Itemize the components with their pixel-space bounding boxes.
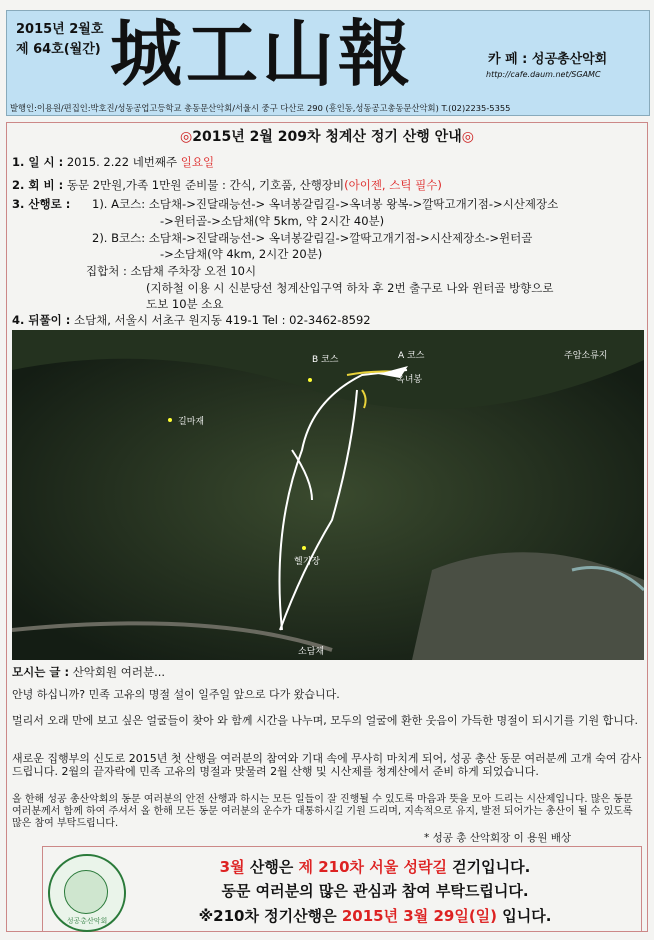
spot-label-3: 주암소류지 (564, 351, 608, 361)
fee-value: 동문 2만원,가족 1만원 준비물 : 간식, 기호품, 산행장비 (66, 178, 345, 192)
meeting-value: 소담채 주차장 오전 10시 (130, 264, 257, 278)
afterparty-value: 소담채, 서울시 서초구 원지동 419-1 Tel : 02-3462-8592 (73, 313, 371, 327)
route-b-line1: 2). B코스: 소담채->진달래능선-> 옥녀봉갈림길->깔딱고개기점->시산제장소->윈터골 (92, 231, 533, 245)
route-a-line1: 1). A코스: 소담채->진달래능선-> 옥녀봉갈림길->옥녀봉 왕복->깔딱고개기점->시산제장소 (92, 197, 559, 211)
meeting-note-1: (지하철 이용 시 신분당선 청계산입구역 하차 후 2번 출구로 나와 윈터골 방향으로 (146, 281, 554, 295)
start-label: 소담채 (298, 647, 325, 657)
footer-month: 3월 (219, 858, 245, 876)
cafe-name: 카 페 : 성공총산악회 (488, 52, 608, 67)
route-a-line2: ->윈터골->소담채(약 5km, 약 2시간 40분) (160, 214, 385, 228)
route-label: 3. 산행로 : (12, 197, 71, 211)
footer-text: 입니다. (497, 907, 552, 925)
meeting-note-2: 도보 10분 소요 (146, 297, 224, 311)
letter-paragraph-1: 안녕 하십니까? 민족 고유의 명절 설이 일주일 앞으로 다가 왔습니다. (12, 688, 340, 701)
seal-text: 성공총산악회 (66, 917, 108, 925)
route-b-line2: ->소담채(약 4km, 2시간 20분) (160, 247, 323, 261)
date-row (12, 154, 214, 170)
course-a-label: A 코스 (398, 351, 425, 361)
issue-number: 제 64호(월간) (16, 42, 101, 57)
fee-note: (아이젠, 스틱 필수) (344, 178, 442, 192)
greeting-label: 모시는 글 : (12, 665, 70, 679)
fee-label: 2. 회 비 : (12, 178, 64, 192)
signature: * 성공 총 산악회장 이 용원 배상 (424, 832, 571, 844)
spot-marker (168, 418, 172, 422)
date-day: 일요일 (180, 155, 215, 169)
title-mark-right: ◎ (461, 129, 474, 145)
footer-line-1 (140, 856, 610, 877)
footer-line-2: 동문 여러분의 많은 관심과 참여 부탁드립니다. (221, 882, 529, 900)
issue-date: 2015년 2월호 (16, 22, 104, 37)
course-b-label: B 코스 (312, 355, 339, 365)
footer-text: 산행은 (244, 858, 299, 876)
letter-paragraph-2: 멀리서 오래 만에 보고 싶은 얼굴들이 찾아 와 함께 시간을 나누며, 모두의 얼굴에 환한 웃음이 가득한 명절이 되시기를 기원 합니다. (12, 714, 638, 727)
footer-line-3 (140, 905, 610, 926)
greeting-value: 산악회원 여러분... (72, 665, 166, 679)
spot-marker (308, 378, 312, 382)
letter-paragraph-4: 올 한해 성공 총산악회의 동문 여러분의 안전 산행과 하시는 모든 일들이 잘 진행될 수 있도록 마음과 뜻을 모아 드리는 시산제입니다. 많은 동문 여러분께서 함께 하여 주셔서 올 한해 모든 동문 여러분의 운수가 대통하시길 기원 드리며, 지속적으로 유지, 발전 되어가는 총산이 될 수 있도록 많은 참여 부탁드립니다. (12, 794, 633, 829)
footer-date: 2015년 3월 29일(일) (341, 907, 498, 925)
footer-event: 제 210차 서울 성락길 (298, 858, 447, 876)
masthead-title: 城工山報 (110, 11, 415, 96)
meeting-label: 집합처 : (86, 264, 127, 278)
letter-paragraph-3: 새로운 집행부의 신도로 2015년 첫 산행을 여러분의 참여와 기대 속에 무사히 마치게 되어, 성공 총산 동문 여러분께 고개 숙여 감사 드립니다. 2월의 끝자락에 민족 고유의 명절과 맞물려 2월 산행 및 시산제를 청계산에서 준비 하게 되었습니다. (12, 752, 642, 778)
seal-emblem (64, 870, 108, 914)
spot-label-2: 헬기장 (294, 557, 321, 567)
date-label: 1. 일 시 : (12, 155, 64, 169)
footer-text: ※210차 정기산행은 (198, 907, 342, 925)
club-seal-icon (48, 854, 126, 932)
issue-info (16, 20, 103, 60)
title-text: 2015년 2월 209차 청계산 정기 산행 안내 (192, 129, 462, 145)
spot-marker (302, 546, 306, 550)
meeting-row (86, 263, 256, 279)
greeting-row (12, 664, 165, 680)
title-mark-left: ◎ (180, 129, 193, 145)
fee-row (12, 177, 442, 193)
route-map (12, 330, 644, 660)
map-graphic (12, 330, 644, 660)
peak-label: 옥녀봉 (396, 375, 423, 385)
afterparty-row (12, 312, 371, 328)
afterparty-label: 4. 뒤풀이 : (12, 313, 71, 327)
event-title (0, 126, 654, 146)
publisher-line: 발행인:이용원/편집인:박호진/성동공업고등학교 총동문산악회/서울시 중구 다산로 290 (흥인동,성동공고총동문산악회) T.(02)2235-5355 (10, 103, 511, 113)
cafe-url[interactable]: http://cafe.daum.net/SGAMC (486, 70, 601, 79)
date-value: 2015. 2.22 네번째주 (66, 155, 178, 169)
route-row (12, 196, 70, 212)
spot-label-1: 길마재 (178, 417, 205, 427)
footer-text: 걷기입니다. (446, 858, 531, 876)
